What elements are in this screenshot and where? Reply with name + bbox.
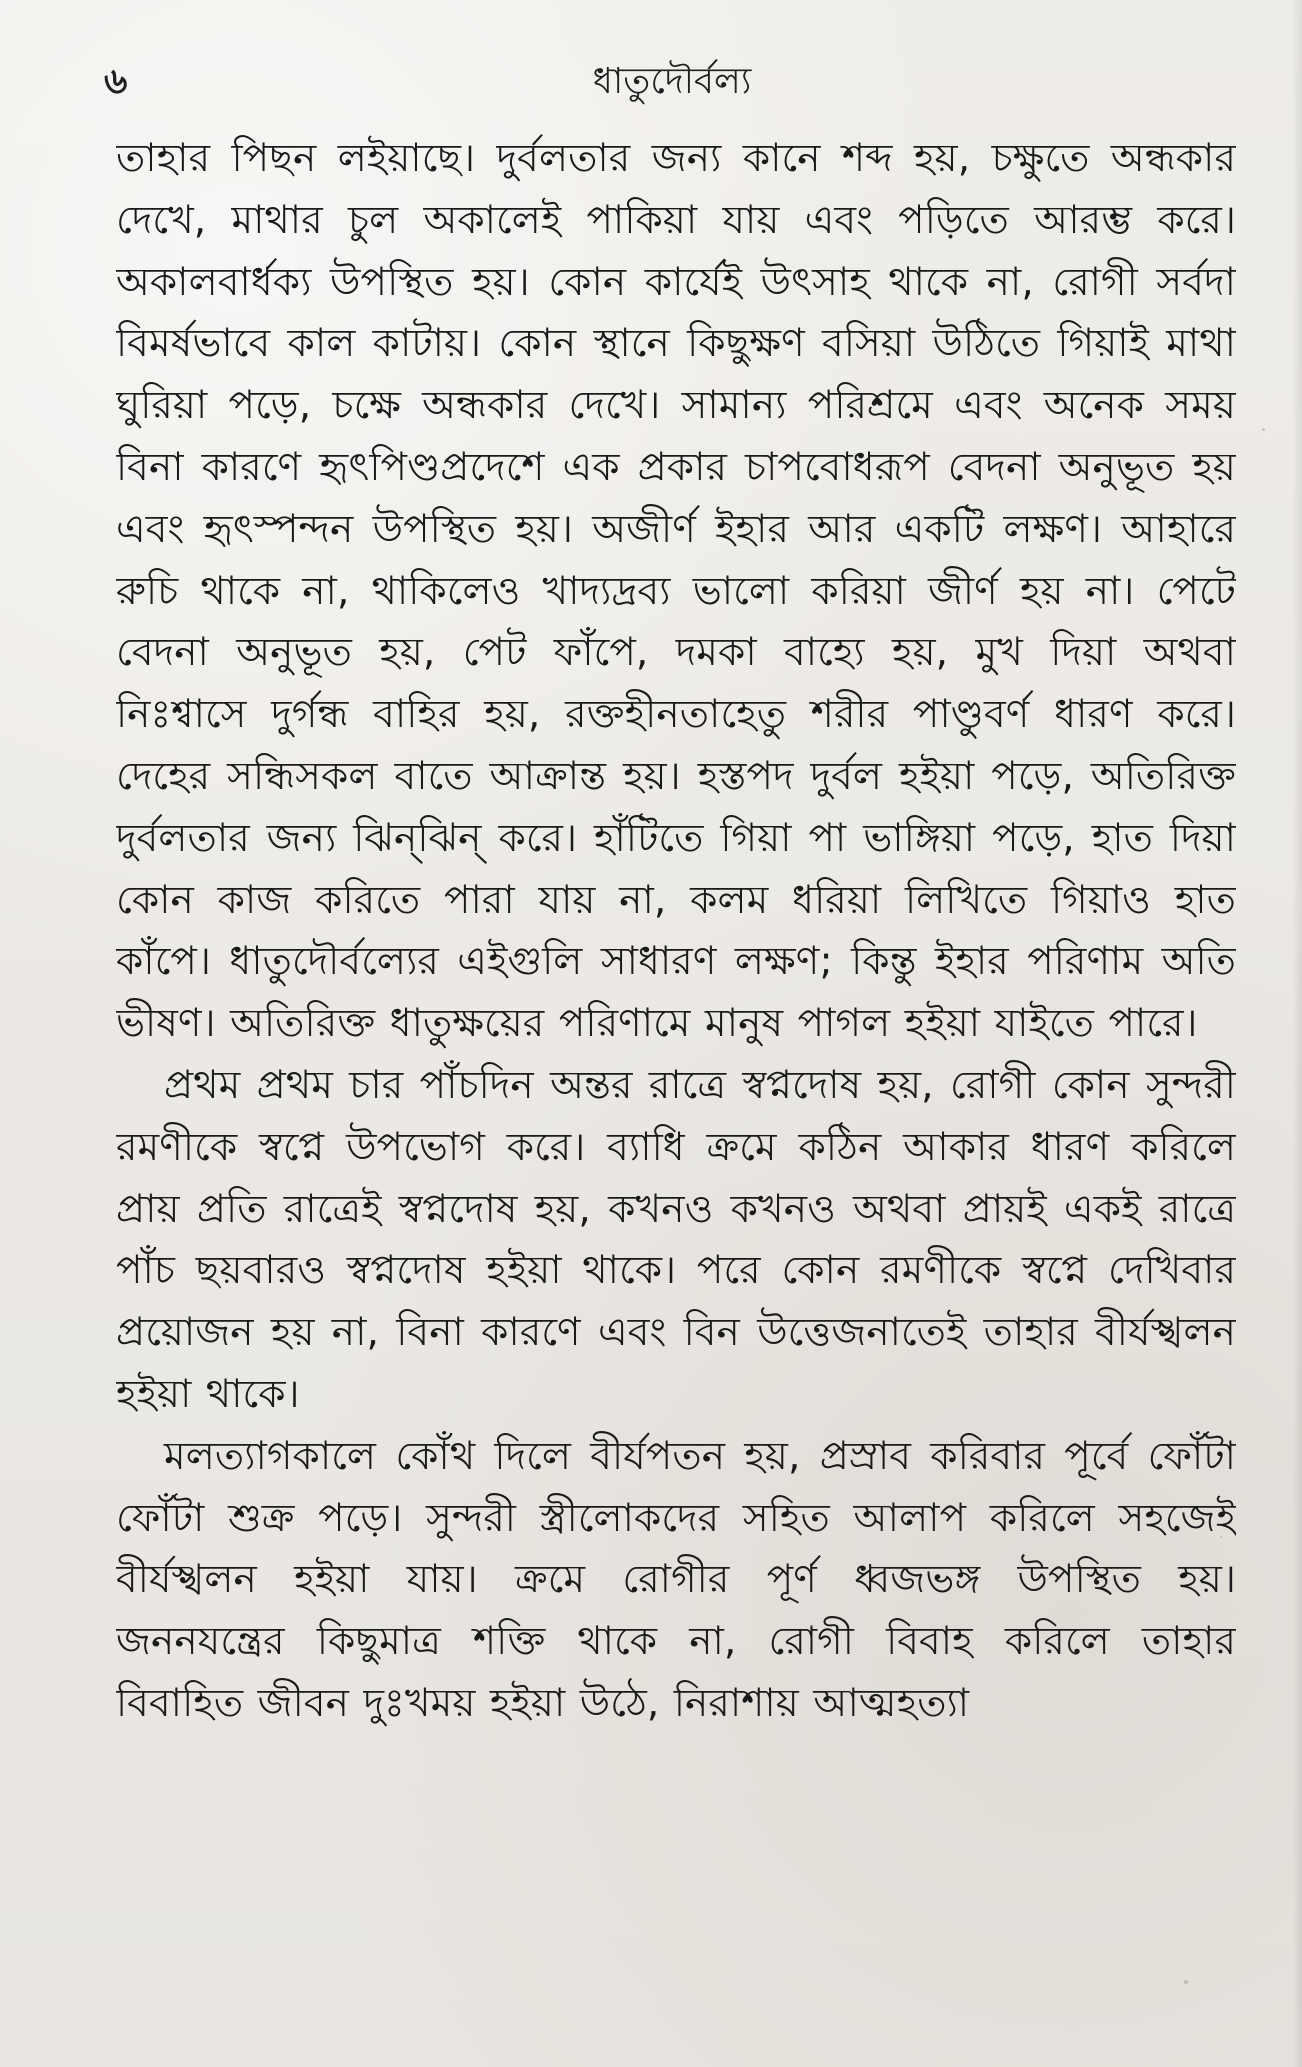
page-body (116, 128, 1236, 1968)
body-paragraph: প্রথম প্রথম চার পাঁচদিন অন্তর রাত্রে স্বপ্নদোষ হয়, রোগী কোন সুন্দরী রমণীকে স্বপ্নে উপভোগ করে। ব্যাধি ক্রমে কঠিন আকার ধারণ করিলে প্রায় প্রতি রাত্রেই স্বপ্নদোষ হয়, কখনও কখনও অথবা প্রায়ই একই রাত্রে পাঁচ ছয়বারও স্বপ্নদোষ হইয়া থাকে। পরে কোন রমণীকে স্বপ্নে দেখিবার প্রয়োজন হয় না, বিনা কারণে এবং বিন উত্তেজনাতেই তাহার বীর্যস্খলন হইয়া থাকে। (116, 1062, 1236, 1417)
page-header (104, 56, 1240, 108)
page-number: ৬ (104, 61, 128, 102)
page-edge-shadow (1292, 0, 1302, 2067)
body-paragraph: তাহার পিছন লইয়াছে। দুর্বলতার জন্য কানে শব্দ হয়, চক্ষুতে অন্ধকার দেখে, মাথার চুল অকালেই পাকিয়া যায় এবং পড়িতে আরম্ভ করে। অকালবার্ধক্য উপস্থিত হয়। কোন কার্যেই উৎসাহ থাকে না, রোগী সর্বদা বিমর্ষভাবে কাল কাটায়। কোন স্থানে কিছুক্ষণ বসিয়া উঠিতে গিয়াই মাথা ঘুরিয়া পড়ে, চক্ষে অন্ধকার দেখে। সামান্য পরিশ্রমে এবং অনেক সময় বিনা কারণে হৃৎপিণ্ডপ্রদেশে এক প্রকার চাপবোধরূপ বেদনা অনুভূত হয় এবং হৃৎস্পন্দন উপস্থিত হয়। অজীর্ণ ইহার আর একটি লক্ষণ। আহারে রুচি থাকে না, থাকিলেও খাদ্যদ্রব্য ভালো করিয়া জীর্ণ হয় না। পেটে বেদনা অনুভূত হয়, পেট ফাঁপে, দমকা বাহ্যে হয়, মুখ দিয়া অথবা নিঃশ্বাসে দুর্গন্ধ বাহির হয়, রক্তহীনতাহেতু শরীর পাণ্ডুবর্ণ ধারণ করে। দেহের সন্ধিসকল বাতে আক্রান্ত হয়। হস্তপদ দুর্বল হইয়া পড়ে, অতিরিক্ত দুর্বলতার জন্য ঝিন্‌ঝিন্ করে। হাঁটিতে গিয়া পা ভাঙ্গিয়া পড়ে, হাত দিয়া কোন কাজ করিতে পারা যায় না, কলম ধরিয়া লিখিতে গিয়াও হাত কাঁপে। ধাতুদৌর্বল্যের এইগুলি সাধারণ লক্ষণ; কিন্তু ইহার পরিণাম অতি ভীষণ। অতিরিক্ত ধাতুক্ষয়ের পরিণামে মানুষ পাগল হইয়া যাইতে পারে। (116, 136, 1236, 1047)
paper-speck (1262, 428, 1265, 431)
paper-speck (1220, 1536, 1222, 1538)
body-paragraph: মলত্যাগকালে কোঁথ দিলে বীর্যপতন হয়, প্রস্রাব করিবার পূর্বে ফোঁটা ফোঁটা শুক্র পড়ে। সুন্দরী স্ত্রীলোকদের সহিত আলাপ করিলে সহজেই বীর্যস্খলন হইয়া যায়। ক্রমে রোগীর পূর্ণ ধ্বজভঙ্গ উপস্থিত হয়। জননযন্ত্রের কিছুমাত্র শক্তি থাকে না, রোগী বিবাহ করিলে তাহার বিবাহিত জীবন দুঃখময় হইয়া উঠে, নিরাশায় আত্মহত্যা (116, 1433, 1236, 1726)
paper-speck (1184, 1980, 1188, 1984)
running-title: ধাতুদৌর্বল্য (592, 61, 752, 102)
